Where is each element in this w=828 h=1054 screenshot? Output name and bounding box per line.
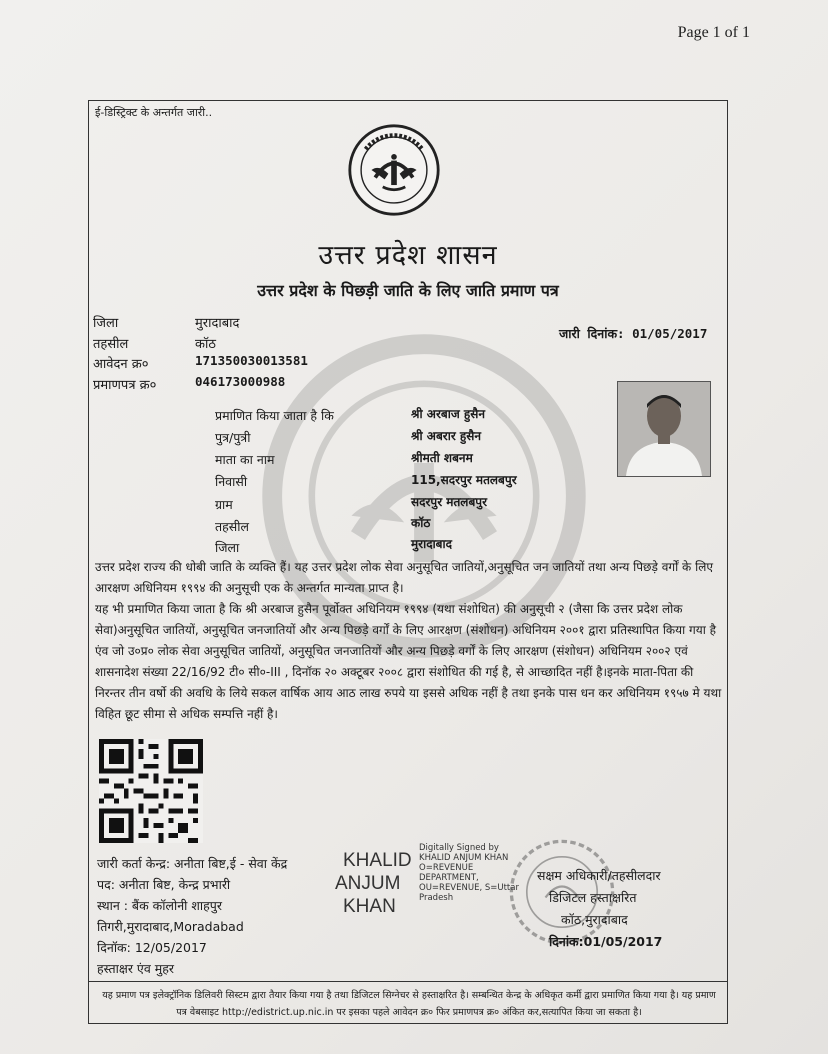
issuing-place: स्थान : बैंक कॉलोनी शाहपुर	[97, 898, 222, 913]
certificate-frame	[88, 100, 728, 1024]
issuing-center: जारी कर्ता केन्द्र: अनीता बिष्ट,ई - सेवा केंद्र	[97, 856, 288, 871]
up-government-emblem-icon	[347, 123, 441, 217]
detail-label-district: जिला	[215, 540, 240, 555]
issuing-date: दिनॉक: 12/05/2017	[97, 940, 207, 955]
document-subtitle: उत्तर प्रदेश के पिछड़ी जाति के लिए जाति प्रमाण पत्र	[257, 281, 559, 300]
application-number: 171350030013581	[195, 353, 308, 368]
footer-divider	[89, 981, 727, 982]
official-date: दिनांक:01/05/2017	[549, 934, 663, 949]
certificate-label: प्रमाणपत्र क्र०	[93, 378, 157, 393]
detail-value-district: मुरादाबाद	[411, 537, 453, 551]
official-designation: सक्षम अधिकारी/तहसीलदार	[537, 868, 661, 883]
issuing-post: पद: अनीता बिष्ट, केन्द्र प्रभारी	[97, 877, 231, 892]
person-photo-icon	[618, 382, 710, 476]
signature-and-seal-label: हस्ताक्षर एंव मुहर	[97, 961, 174, 976]
certification-paragraph: यह भी प्रमाणित किया जाता है कि श्री अरबाज हुसैन पूर्वोक्त अधिनियम १९९४ (यथा संशोधित) की अनुसूची २ (जैसा कि उत्तर प्रदेश लोक सेवा)अनुसूचित जातियों, अनुसूचित जनजातियों और अन्य पिछड़े वर्गों के लिए आरक्षण (संशोधन) अधिनियम २००१ द्वारा प्रतिस्थापित किया गया है एंव जो उ०प्र० लोक सेवा अनुसूचित जातियों, अनुसूचित जनजातियों और अन्य पिछड़े वर्गों के लिए आरक्षण (संशोधन) अधिनियम २००२ एवं शासनादेश संख्या 22/16/92 टी० सी०-III , दिनॉक २० अक्टूबर २००८ द्वारा संशोधित की गई है, से आच्छादित नहीं है।इनके माता-पिता की निरन्तर तीन वर्षो की अवधि के लिये सकल वार्षिक आय आठ लाख रुपये या इससे अधिक नहीं है तथा इनके पास धन कर अधिनियम १९५७ मे यथा विहित छूट सीमा से अधिक सम्पत्ति नहीं है।	[95, 602, 722, 721]
detail-value-mother: श्रीमती शबनम	[411, 451, 473, 465]
detail-value-name: श्री अरबाज हुसैन	[411, 407, 486, 421]
qr-code-icon[interactable]	[99, 739, 203, 843]
issued-under-text: ई-डिस्ट्रिक्ट के अन्तर्गत जारी..	[95, 106, 213, 119]
document-title: उत्तर प्रदेश शासन	[318, 240, 498, 271]
footer-note: यह प्रमाण पत्र इलेक्ट्रॉनिक डिलिवरी सिस्टम द्वारा तैयार किया गया है तथा डिजिटल सिग्नेचर से हस्ताक्षरित है। सम्बन्धित केन्द्र के अधिकृत कर्मी द्वारा प्रमाणित किया गया है। यह प्रमाण पत्र वेबसाइट http://edistrict.up.nic.in पर इसका पहले आवेदन क्र० फिर प्रमाणपत्र क्र० अंकित कर,सत्यापित किया जा सकता है।	[102, 990, 716, 1018]
tehsil-value: कॉठ	[195, 337, 216, 352]
digital-signature-details: Digitally Signed by KHALID ANJUM KHAN O=REVENUE DEPARTMENT, OU=REVENUE, S=Uttar Pradesh	[419, 843, 519, 903]
detail-value-village: सदरपुर मतलबपुर	[411, 495, 488, 509]
digitally-signed-label: डिजिटल हस्ताक्षरित	[549, 890, 637, 905]
detail-value-father: श्री अबरार हुसैन	[411, 429, 482, 443]
applicant-photo	[617, 381, 711, 477]
caste-statement-paragraph: उत्तर प्रदेश राज्य की धोबी जाति के व्यक्ति हैं। यह उत्तर प्रदेश लोक सेवा अनुसूचित जातियों,अनुसूचित जन जातियों तथा अन्य पिछड़े वर्गों के लिए आरक्षण अधिनियम १९९४ की अनुसूची एक के अन्तर्गत मान्यता प्राप्त है।	[95, 560, 713, 595]
digital-signer-name: KHALID ANJUM KHAN	[335, 850, 412, 917]
tehsil-label: तहसील	[93, 337, 129, 352]
detail-label-resident: निवासी	[215, 474, 248, 489]
certificate-number: 046173000988	[195, 374, 286, 389]
detail-label-certified: प्रमाणित किया जाता है कि	[215, 408, 334, 423]
issue-date: जारी दिनांक: 01/05/2017	[559, 326, 708, 341]
detail-label-village: ग्राम	[215, 497, 233, 512]
page-number: Page 1 of 1	[677, 24, 750, 41]
detail-label-son-of: पुत्र/पुत्री	[215, 430, 251, 445]
district-label: जिला	[93, 316, 119, 331]
official-place: कॉठ,मुरादाबाद	[561, 912, 628, 927]
issuing-address: तिगरी,मुरादाबाद,Moradabad	[97, 919, 244, 934]
detail-value-resident: 115,सदरपुर मतलबपुर	[411, 473, 517, 487]
application-label: आवेदन क्र०	[93, 357, 149, 372]
district-value: मुरादाबाद	[195, 316, 240, 331]
detail-label-mother: माता का नाम	[215, 452, 275, 467]
detail-value-tehsil: कॉठ	[411, 516, 431, 530]
detail-label-tehsil: तहसील	[215, 519, 249, 534]
